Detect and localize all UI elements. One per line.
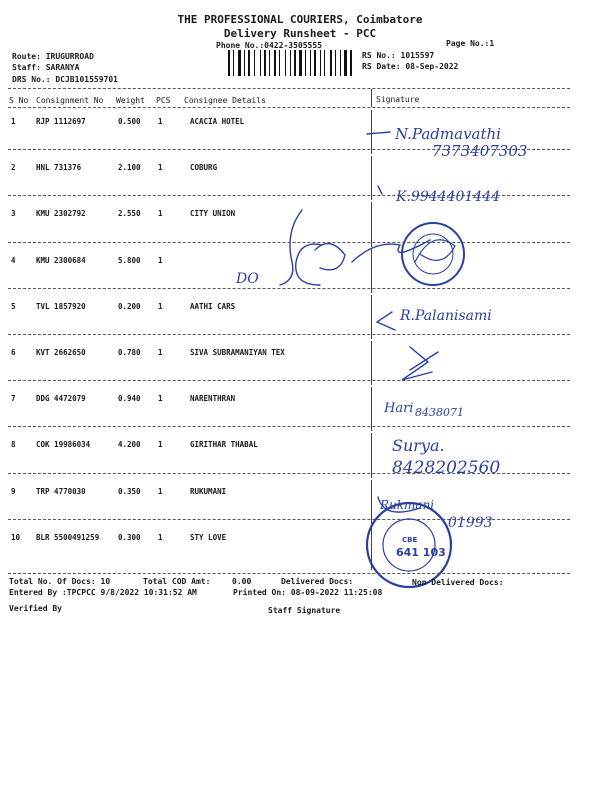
barcode-bar [274,50,276,76]
cell-consignee: SIVA SUBRAMANIYAN TEX [190,348,285,357]
cell-pcs: 1 [158,255,163,265]
cell-sno: 9 [11,486,16,496]
cell-sno: 4 [11,255,16,265]
route-value: IRUGURROAD [45,52,94,61]
cell-pcs: 1 [158,486,163,496]
sig-7-phone: 8438071 [415,406,464,419]
col-header-sno: S No [9,96,29,105]
table-top-rule [8,88,570,89]
staff-label: Staff: [12,63,46,72]
sig-8-name: Surya. [392,436,445,455]
cell-sno: 5 [11,301,16,311]
cell-sno: 10 [11,532,21,542]
barcode-bar [244,50,245,76]
cell-pcs: 1 [158,163,163,173]
cell-consignment: BLR 5500491259 [36,532,100,542]
sig-1-name: N.Padmavathi [395,125,501,143]
cell-pcs: 1 [158,532,163,542]
sig-2: K.9944401444 [396,189,500,205]
phone-number: Phone No.:0422-3505555 [216,41,322,50]
barcode-bar [335,50,336,76]
barcode-bar [264,50,266,76]
sig-5: R.Palanisami [400,308,492,324]
table-header-rule [8,107,570,108]
signature-column-divider [371,526,372,570]
cell-pcs: 1 [158,301,163,311]
svg-text:CBE: CBE [402,536,418,544]
signature-column-divider [371,110,372,154]
cell-pcs: 1 [158,117,163,126]
cell-weight: 2.100 [118,163,141,173]
cell-consignee: RUKUMANI [190,486,227,496]
signature-column-divider [371,89,372,107]
row-separator [8,426,570,427]
drs-label: DRS No.: [12,75,56,84]
barcode [228,50,354,76]
cell-weight: 0.500 [118,117,141,126]
col-header-weight: Weight [116,96,145,105]
verified-by: Verified By [9,604,62,613]
barcode-bar [254,50,255,76]
signature-column-divider [371,480,372,524]
non-delivered-docs: Non Delivered Docs: [412,578,504,587]
barcode-bar [294,50,296,76]
sig-7-name: Hari [384,401,414,416]
staff-line [12,63,79,72]
cell-consignee: CITY UNION [190,209,236,219]
cell-consignment: RJP 1112697 [36,117,86,126]
row-separator [8,242,570,243]
cell-weight: 0.350 [118,486,141,496]
staff-signature-label: Staff Signature [268,606,341,615]
drs-value: DCJB101559701 [55,75,118,84]
cell-weight: 0.300 [118,532,141,542]
barcode-bar [285,50,286,76]
row-separator [8,195,570,196]
barcode-bar [228,50,230,76]
row-separator [8,519,570,520]
rs-date: RS Date: 08-Sep-2022 [362,62,459,71]
cell-sno: 3 [11,209,16,219]
cell-weight: 0.940 [118,394,141,404]
barcode-bar [305,50,306,76]
signature-column-divider [371,156,372,200]
barcode-bar [314,50,316,76]
printed-on: Printed On: 08-09-2022 11:25:08 [233,588,383,597]
cell-weight: 4.200 [118,440,141,450]
cell-consignee: STY LOVE [190,532,227,542]
cell-pcs: 1 [158,209,163,219]
barcode-bar [260,50,261,76]
barcode-bar [320,50,321,76]
cell-consignment: KMU 2300684 [36,255,86,265]
delivered-docs: Delivered Docs: [281,577,354,586]
page-number: Page No.:1 [446,39,495,48]
cell-weight: 0.200 [118,301,141,311]
barcode-bar [238,50,241,76]
signature-column-divider [371,387,372,431]
barcode-bar [269,50,270,76]
cell-weight: 2.550 [118,209,141,219]
sig-9-phone: 01993 [448,515,493,531]
cell-consignment: KMU 2302792 [36,209,86,219]
cell-consignee: ACACIA HOTEL [190,117,245,126]
barcode-bar [324,50,325,76]
stroke-bracket [296,244,322,285]
row-separator [8,334,570,335]
seal-code: 641 103 [396,546,446,559]
row-separator [8,473,570,474]
company-title: THE PROFESSIONAL COURIERS, Coimbatore [177,13,423,26]
col-header-consignment: Consignment No [36,96,104,105]
sig-1-phone: 7373407303 [432,142,528,160]
cell-consignment: KVT 2662650 [36,348,86,357]
total-cod-value: 0.00 [232,577,252,586]
total-docs: Total No. Of Docs: 10 [9,577,111,586]
cell-pcs: 1 [158,348,163,357]
total-cod-label: Total COD Amt: [143,577,211,586]
round-seal-upper [402,223,464,285]
barcode-bar [310,50,311,76]
barcode-bar [350,50,352,76]
cell-sno: 2 [11,163,16,173]
cell-pcs: 1 [158,440,163,450]
barcode-bar [330,50,332,76]
cell-consignment: TVL 1857920 [36,301,86,311]
cell-consignee: COBURG [190,163,218,173]
cell-consignment: HNL 731376 [36,163,82,173]
signature-column-divider [371,249,372,293]
staff-value: SARANYA [45,63,80,72]
table-bottom-rule [8,573,570,574]
cell-consignee: GIRITHAR THABAL [190,440,258,450]
route-label: Route: [12,52,46,61]
drs-line [12,75,118,84]
cell-sno: 6 [11,348,16,357]
sig-8-phone: 8428202560 [392,458,501,478]
signature-column-divider [371,202,372,246]
cell-consignee: NARENTHRAN [190,394,236,404]
barcode-bar [299,50,302,76]
cell-weight: 5.800 [118,255,141,265]
signature-column-divider [371,433,372,477]
barcode-bar [279,50,280,76]
col-header-consignee: Consignee Details [184,96,266,105]
row-separator [8,288,570,289]
cell-sno: 8 [11,440,16,450]
sig-9-name: Rukmani [380,498,435,512]
route-line [12,52,94,61]
cell-pcs: 1 [158,394,163,404]
col-header-signature: Signature [376,95,420,104]
barcode-bar [290,50,291,76]
barcode-bar [340,50,341,76]
sig-4-do: DO [236,271,259,287]
entered-by: Entered By :TPCPCC 9/8/2022 10:31:52 AM [9,588,197,597]
cell-consignee: AATHI CARS [190,301,236,311]
barcode-bar [248,50,250,76]
col-header-pcs: PCS [156,96,171,105]
signature-column-divider [371,341,372,385]
cell-consignment: DDG 4472079 [36,394,86,404]
round-seal-lower [367,503,451,587]
cell-consignment: COK 19986034 [36,440,91,450]
row-separator [8,380,570,381]
rs-number: RS No.: 1015597 [362,51,435,60]
row-separator [8,149,570,150]
cell-sno: 1 [11,117,16,126]
cell-consignment: TRP 4770030 [36,486,86,496]
signature-column-divider [371,295,372,339]
barcode-bar [344,50,347,76]
barcode-bar [233,50,234,76]
cell-sno: 7 [11,394,16,404]
cell-weight: 0.780 [118,348,141,357]
document-title: Delivery Runsheet - PCC [223,27,377,40]
